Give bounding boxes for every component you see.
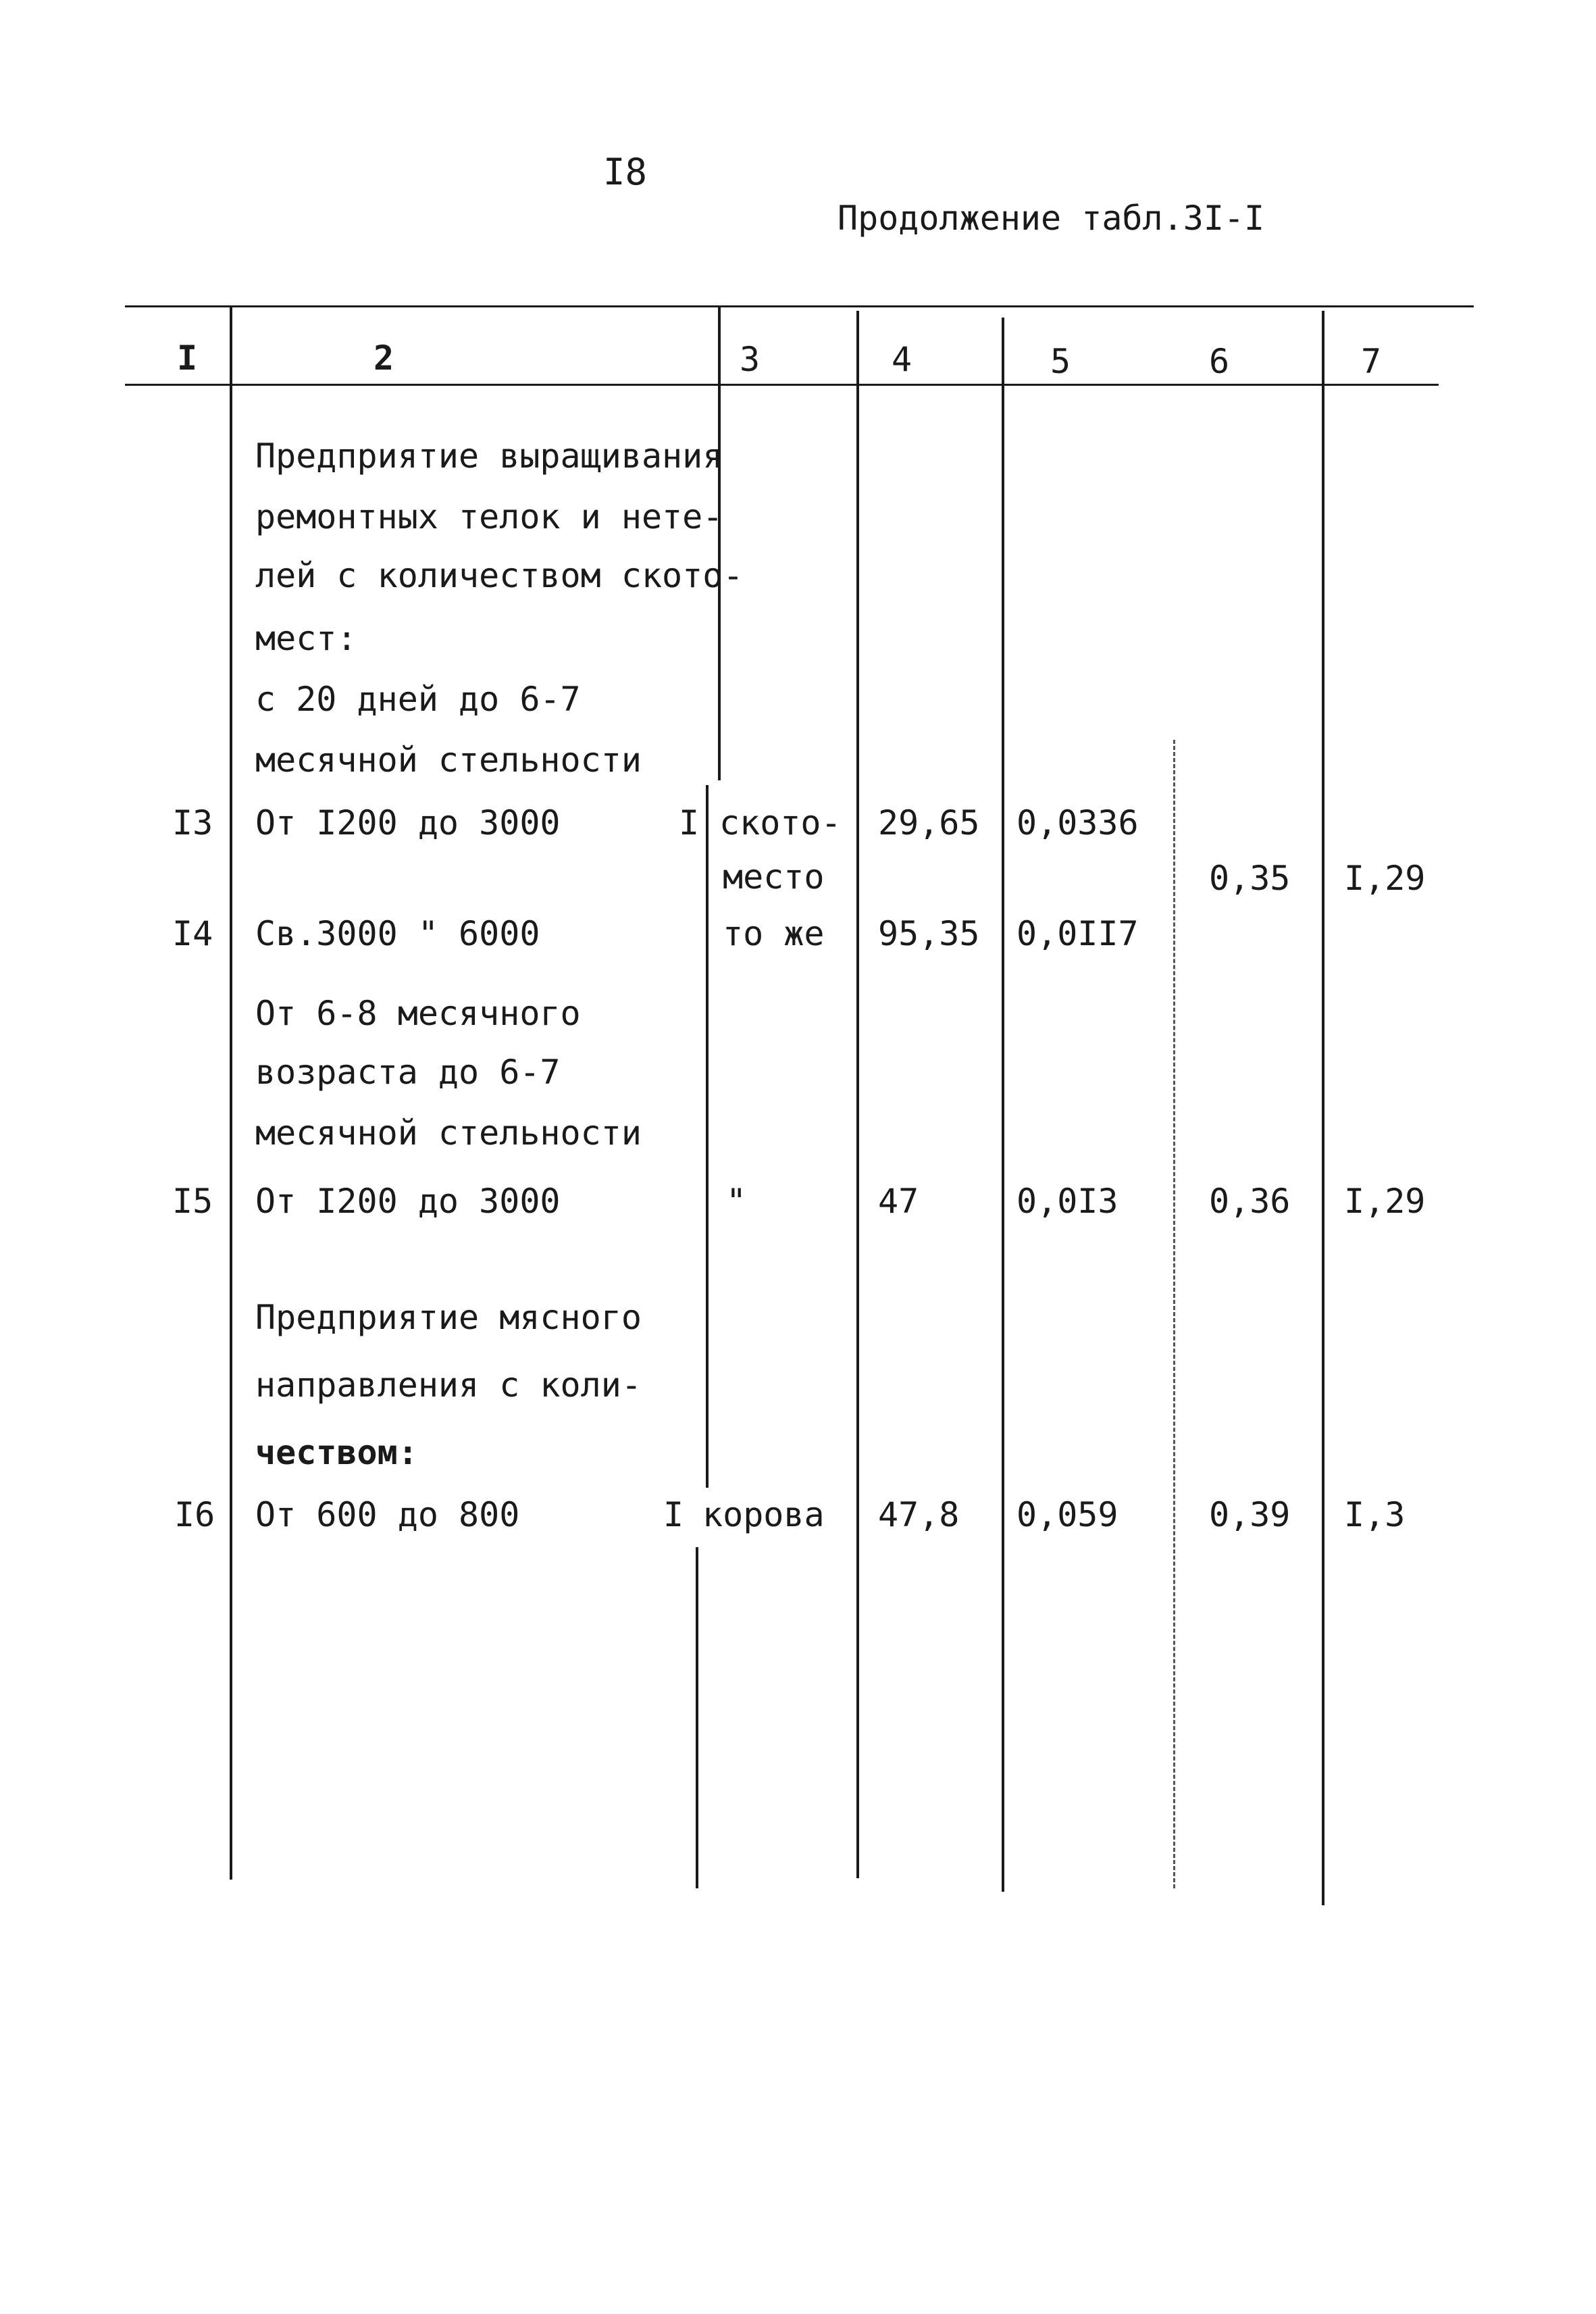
block1-line-4: мест: [255,619,357,658]
row16-col5: 0,059 [1016,1495,1118,1534]
row15-col6: 0,36 [1209,1182,1291,1221]
header-col-1: I [177,338,198,378]
page-number: I8 [603,151,648,193]
block3-line-2: направления с коли- [255,1365,642,1405]
header-col-4: 4 [892,340,912,379]
column-divider-5 [1173,740,1175,1888]
block1-line-2: ремонтных телок и нете- [255,497,723,536]
table-continuation-caption: Продолжение табл.3I-I [838,199,1265,238]
row16-col4: 47,8 [878,1495,960,1534]
row15-unit: " [726,1182,747,1221]
block3-line-3: чеством: [255,1433,418,1472]
block1-line-3: лей с количеством ското- [255,556,744,595]
row16-col6: 0,39 [1209,1495,1291,1534]
column-divider-4 [1002,318,1004,1892]
row14-description: Св.3000 " 6000 [255,914,540,953]
row15-number: I5 [172,1182,213,1221]
block1-line-6: месячной стельности [255,740,642,780]
row13-number: I3 [172,803,213,842]
block2-line-1: От 6-8 месячного [255,994,581,1033]
table-top-rule [125,305,1474,307]
column-divider-6 [1322,311,1324,1905]
row16-col7: I,3 [1344,1495,1406,1534]
block1-line-1: Предприятие выращивания [255,436,723,476]
block1-line-5: с 20 дней до 6-7 [255,680,581,719]
block3-line-1: Предприятие мясного [255,1298,642,1337]
header-col-2: 2 [374,338,394,378]
row13-col5: 0,0336 [1016,803,1139,842]
row14-col5: 0,0II7 [1016,914,1139,953]
column-divider-2-mid [706,785,709,1488]
row13-col4: 29,65 [878,803,980,842]
row16-unit: корова [702,1495,825,1534]
header-col-5: 5 [1050,342,1071,381]
row16-description: От 600 до 800 [255,1495,520,1534]
row13-unit-line1: ското- [719,803,842,842]
row14-unit: то же [723,914,825,953]
row15-col4: 47 [878,1182,919,1221]
header-col-3: 3 [740,340,761,379]
column-divider-1 [230,305,232,1880]
row14-col4: 95,35 [878,914,980,953]
row16-number: I6 [174,1495,215,1534]
row15-col5: 0,0I3 [1016,1182,1118,1221]
block2-line-3: месячной стельности [255,1113,642,1153]
block2-line-2: возраста до 6-7 [255,1053,561,1092]
row15-col7: I,29 [1344,1182,1426,1221]
row14-number: I4 [172,914,213,953]
row13-description: От I200 до 3000 [255,803,561,842]
header-col-6: 6 [1209,342,1230,381]
header-bottom-rule [125,384,1439,386]
column-divider-3 [856,311,859,1878]
row15-description: От I200 до 3000 [255,1182,561,1221]
column-divider-2-lower [696,1547,698,1888]
column-divider-2-upper [718,307,721,780]
rows13-14-col6: 0,35 [1209,859,1291,898]
header-col-7: 7 [1361,342,1382,381]
row13-quantity: I [679,803,700,842]
rows13-14-col7: I,29 [1344,859,1426,898]
row16-quantity: I [663,1495,684,1534]
row13-unit-line2: место [723,857,825,897]
